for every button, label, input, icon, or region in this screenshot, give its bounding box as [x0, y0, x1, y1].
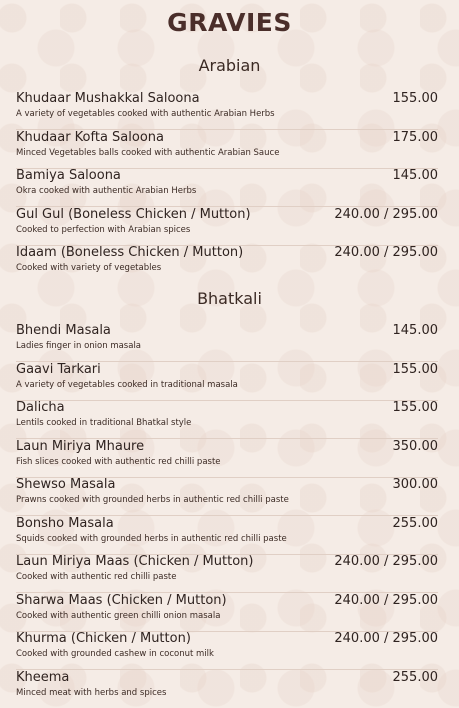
item-price: 240.00 / 295.00 [334, 631, 438, 646]
menu-item [16, 91, 438, 130]
item-name: Kheema [16, 670, 70, 685]
menu-item [16, 323, 438, 362]
item-description: Okra cooked with authentic Arabian Herbs [16, 186, 197, 196]
item-price: 155.00 [392, 362, 438, 377]
item-name: Laun Miriya Mhaure [16, 439, 145, 454]
page-title: GRAVIES [167, 8, 292, 37]
item-price: 145.00 [392, 168, 438, 183]
item-description: Fish slices cooked with authentic red chilli paste [16, 457, 221, 467]
item-price: 255.00 [392, 670, 438, 685]
item-description: Minced meat with herbs and spices [16, 688, 167, 698]
item-description: Cooked with authentic red chilli paste [16, 572, 177, 582]
item-price: 240.00 / 295.00 [334, 554, 438, 569]
menu-item [16, 439, 438, 478]
menu-item [16, 207, 438, 246]
item-name: Khudaar Kofta Saloona [16, 130, 164, 145]
item-name: Bamiya Saloona [16, 168, 121, 183]
menu-item [16, 670, 438, 708]
item-description: Cooked to perfection with Arabian spices [16, 225, 191, 235]
item-description: Lentils cooked in traditional Bhatkal style [16, 418, 192, 428]
item-name: Sharwa Maas (Chicken / Mutton) [16, 593, 227, 608]
item-price: 175.00 [392, 130, 438, 145]
section-title-bhatkali: Bhatkali [197, 289, 262, 308]
menu-item [16, 362, 438, 401]
item-name: Khudaar Mushakkal Saloona [16, 91, 200, 106]
item-description: A variety of vegetables cooked with authentic Arabian Herbs [16, 109, 275, 119]
item-description: Prawns cooked with grounded herbs in authentic red chilli paste [16, 495, 289, 505]
item-description: Ladies finger in onion masala [16, 341, 142, 351]
item-name: Bhendi Masala [16, 323, 111, 338]
item-price: 155.00 [392, 91, 438, 106]
menu-item [16, 593, 438, 632]
menu-item [16, 554, 438, 593]
item-price: 350.00 [392, 439, 438, 454]
item-description: Squids cooked with grounded herbs in authentic red chilli paste [16, 534, 287, 544]
section-title-arabian: Arabian [198, 56, 261, 75]
item-price: 155.00 [392, 400, 438, 415]
item-description: A variety of vegetables cooked in traditional masala [16, 380, 238, 390]
item-description: Minced Vegetables balls cooked with authentic Arabian Sauce [16, 148, 280, 158]
item-name: Gul Gul (Boneless Chicken / Mutton) [16, 207, 251, 222]
item-name: Idaam (Boneless Chicken / Mutton) [16, 245, 244, 260]
item-price: 145.00 [392, 323, 438, 338]
item-name: Khurma (Chicken / Mutton) [16, 631, 191, 646]
item-name: Gaavi Tarkari [16, 362, 101, 377]
item-name: Bonsho Masala [16, 516, 114, 531]
menu-item [16, 516, 438, 555]
item-price: 255.00 [392, 516, 438, 531]
item-price: 300.00 [392, 477, 438, 492]
item-description: Cooked with authentic green chilli onion masala [16, 611, 221, 621]
item-description: Cooked with variety of vegetables [16, 263, 162, 273]
menu-item [16, 130, 438, 169]
menu-item [16, 477, 438, 516]
item-name: Shewso Masala [16, 477, 116, 492]
menu-item [16, 631, 438, 670]
menu-item [16, 168, 438, 207]
item-description: Cooked with grounded cashew in coconut milk [16, 649, 214, 659]
item-price: 240.00 / 295.00 [334, 593, 438, 608]
menu-item [16, 245, 438, 283]
item-price: 240.00 / 295.00 [334, 245, 438, 260]
item-price: 240.00 / 295.00 [334, 207, 438, 222]
item-name: Laun Miriya Maas (Chicken / Mutton) [16, 554, 254, 569]
item-name: Dalicha [16, 400, 65, 415]
menu-item [16, 400, 438, 439]
